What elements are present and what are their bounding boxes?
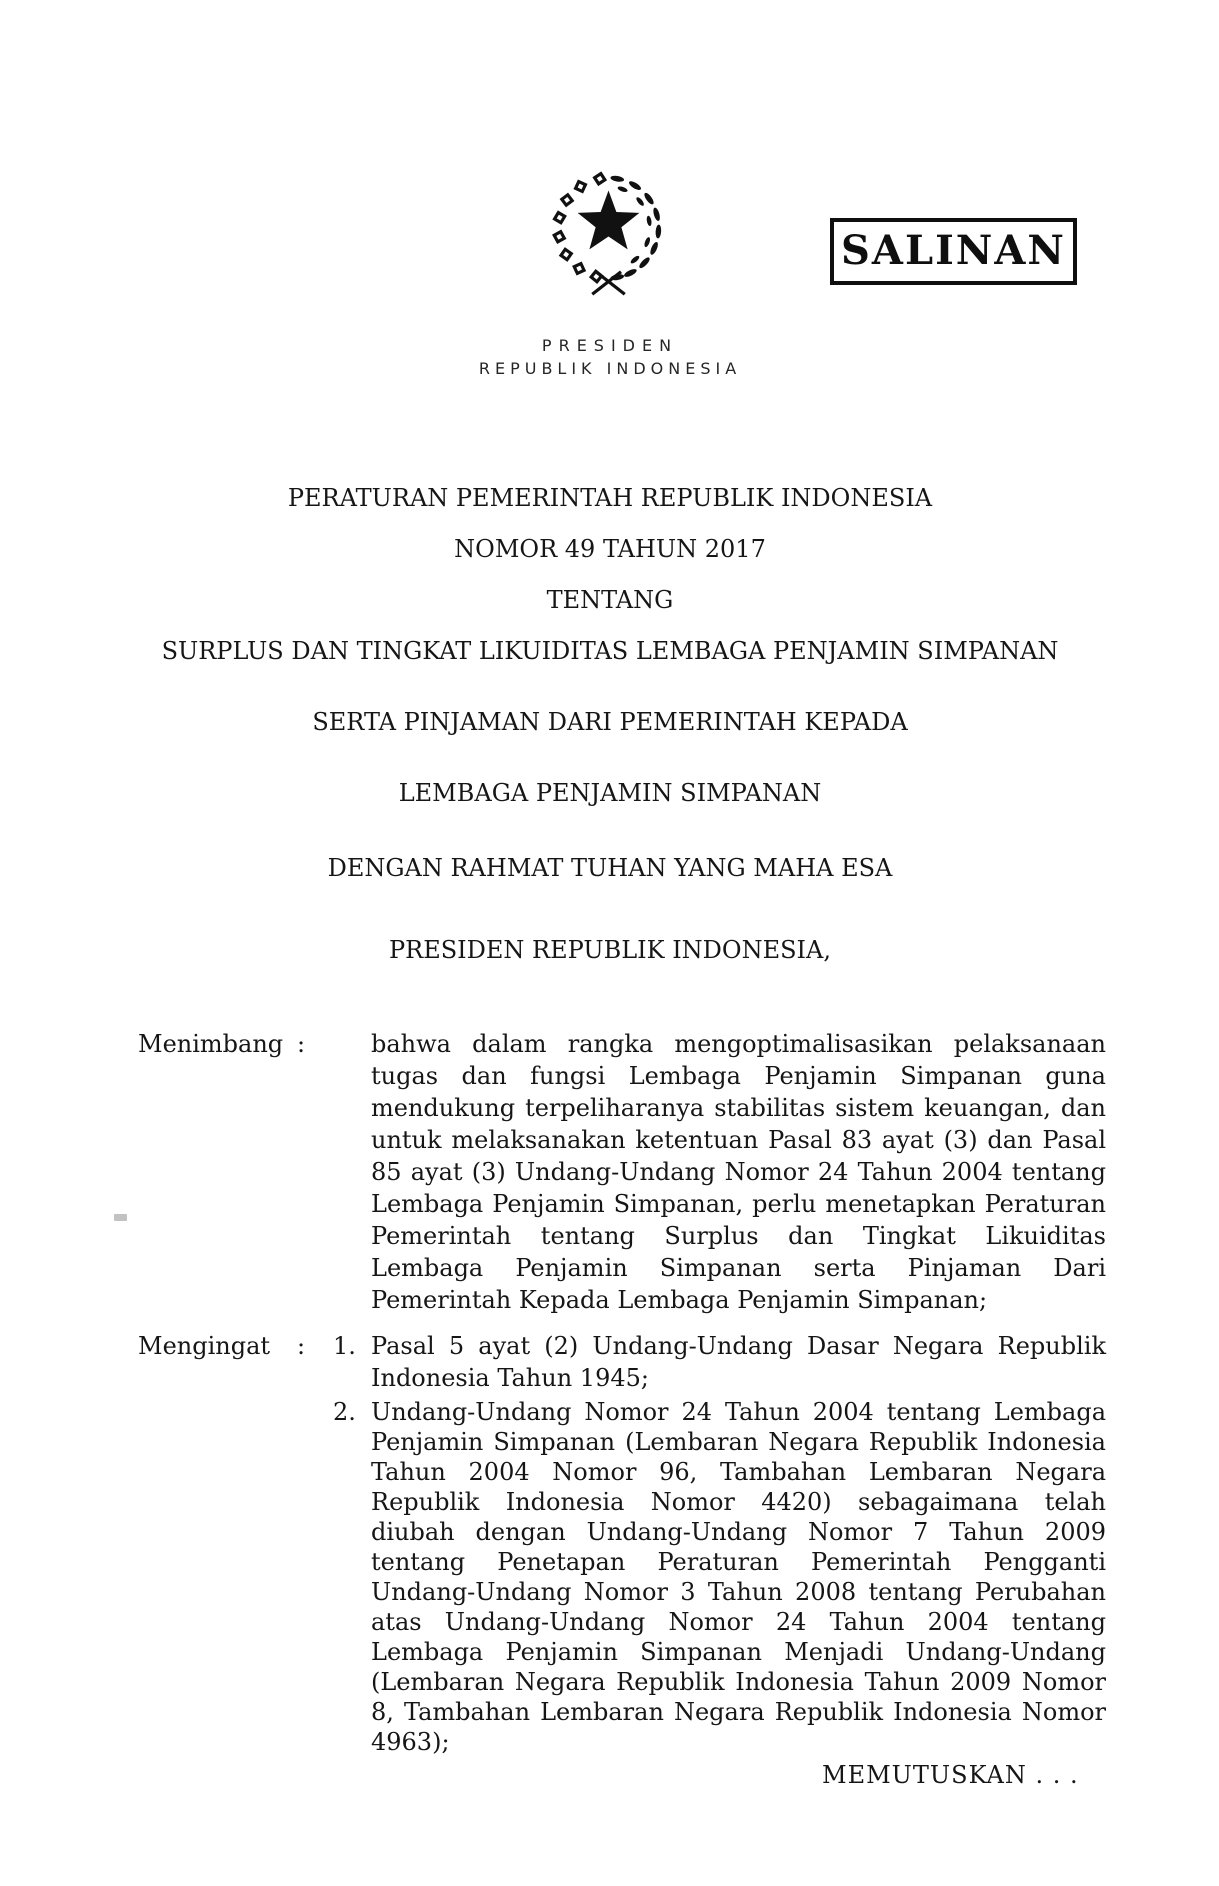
text-line: Penjamin Simpanan (Lembaran Negara Republik Indonesia	[371, 1428, 1106, 1456]
invocation-line: DENGAN RAHMAT TUHAN YANG MAHA ESA	[327, 854, 893, 882]
regulation-number-line: NOMOR 49 TAHUN 2017	[454, 535, 766, 563]
text-line: Pemerintah tentang Surplus dan Tingkat Likuiditas	[371, 1222, 1106, 1250]
text-line: Republik Indonesia Nomor 4420) sebagaimana telah	[371, 1488, 1106, 1516]
salinan-stamp	[830, 218, 1077, 285]
mengingat-label: Mengingat	[138, 1332, 271, 1360]
salinan-stamp-label: SALINAN	[841, 227, 1066, 274]
mengingat-colon: :	[297, 1332, 306, 1360]
text-line: Tahun 2004 Nomor 96, Tambahan Lembaran Negara	[371, 1458, 1106, 1486]
text-line: tugas dan fungsi Lembaga Penjamin Simpanan guna	[371, 1062, 1106, 1090]
text-line: untuk melaksanakan ketentuan Pasal 83 ayat (3) dan Pasal	[371, 1126, 1106, 1154]
text-line: 8, Tambahan Lembaran Negara Republik Indonesia Nomor	[371, 1698, 1106, 1726]
memutuskan-catchword: MEMUTUSKAN . . .	[822, 1761, 1079, 1789]
authority-line: PRESIDEN REPUBLIK INDONESIA,	[388, 936, 831, 964]
menimbang-paragraph	[371, 1028, 1106, 1316]
text-line: diubah dengan Undang-Undang Nomor 7 Tahun 2009	[371, 1518, 1106, 1546]
text-line: Lembaga Penjamin Simpanan serta Pinjaman Dari	[371, 1254, 1106, 1282]
subject-line-1: SURPLUS DAN TINGKAT LIKUIDITAS LEMBAGA PENJAMIN SIMPANAN	[161, 637, 1059, 665]
text-line: 4963);	[371, 1728, 450, 1756]
letterhead-republik-indonesia: REPUBLIK INDONESIA	[478, 359, 742, 378]
text-line: mendukung terpeliharanya stabilitas sistem keuangan, dan	[371, 1094, 1106, 1122]
text-line: Indonesia Tahun 1945;	[371, 1364, 649, 1392]
text-line: bahwa dalam rangka mengoptimalisasikan pelaksanaan	[371, 1030, 1106, 1058]
letterhead	[310, 336, 910, 378]
letterhead-presiden: PRESIDEN	[541, 336, 679, 355]
star-icon	[578, 191, 640, 250]
presidential-seal-icon	[532, 158, 685, 308]
menimbang-colon: :	[297, 1030, 306, 1058]
text-line: (Lembaran Negara Republik Indonesia Tahun 2009 Nomor	[371, 1668, 1106, 1696]
subject-line-3: LEMBAGA PENJAMIN SIMPANAN	[398, 779, 822, 807]
text-line: Pemerintah Kepada Lembaga Penjamin Simpanan;	[371, 1286, 988, 1314]
mengingat-item-1-number: 1.	[333, 1332, 356, 1360]
tentang-line: TENTANG	[546, 586, 674, 614]
text-line: atas Undang-Undang Nomor 24 Tahun 2004 tentang	[371, 1608, 1106, 1636]
mengingat-item-2-number: 2.	[333, 1398, 356, 1426]
menimbang-label: Menimbang	[138, 1030, 284, 1058]
mengingat-item-2-text	[371, 1397, 1106, 1757]
text-line: Lembaga Penjamin Simpanan, perlu menetapkan Peraturan	[371, 1190, 1106, 1218]
subject-line-2: SERTA PINJAMAN DARI PEMERINTAH KEPADA	[312, 708, 908, 736]
text-line: Undang-Undang Nomor 24 Tahun 2004 tentang Lembaga	[371, 1398, 1106, 1426]
text-line: Lembaga Penjamin Simpanan Menjadi Undang-Undang	[371, 1638, 1106, 1666]
mengingat-item-1-text	[371, 1330, 1106, 1394]
regulation-title-line-1: PERATURAN PEMERINTAH REPUBLIK INDONESIA	[287, 484, 933, 512]
text-line: Pasal 5 ayat (2) Undang-Undang Dasar Negara Republik	[371, 1332, 1106, 1360]
text-line: tentang Penetapan Peraturan Pemerintah Pengganti	[371, 1548, 1106, 1576]
text-line: Undang-Undang Nomor 3 Tahun 2008 tentang Perubahan	[371, 1578, 1106, 1606]
text-line: 85 ayat (3) Undang-Undang Nomor 24 Tahun 2004 tentang	[371, 1158, 1106, 1186]
scan-artifact	[114, 1214, 127, 1221]
